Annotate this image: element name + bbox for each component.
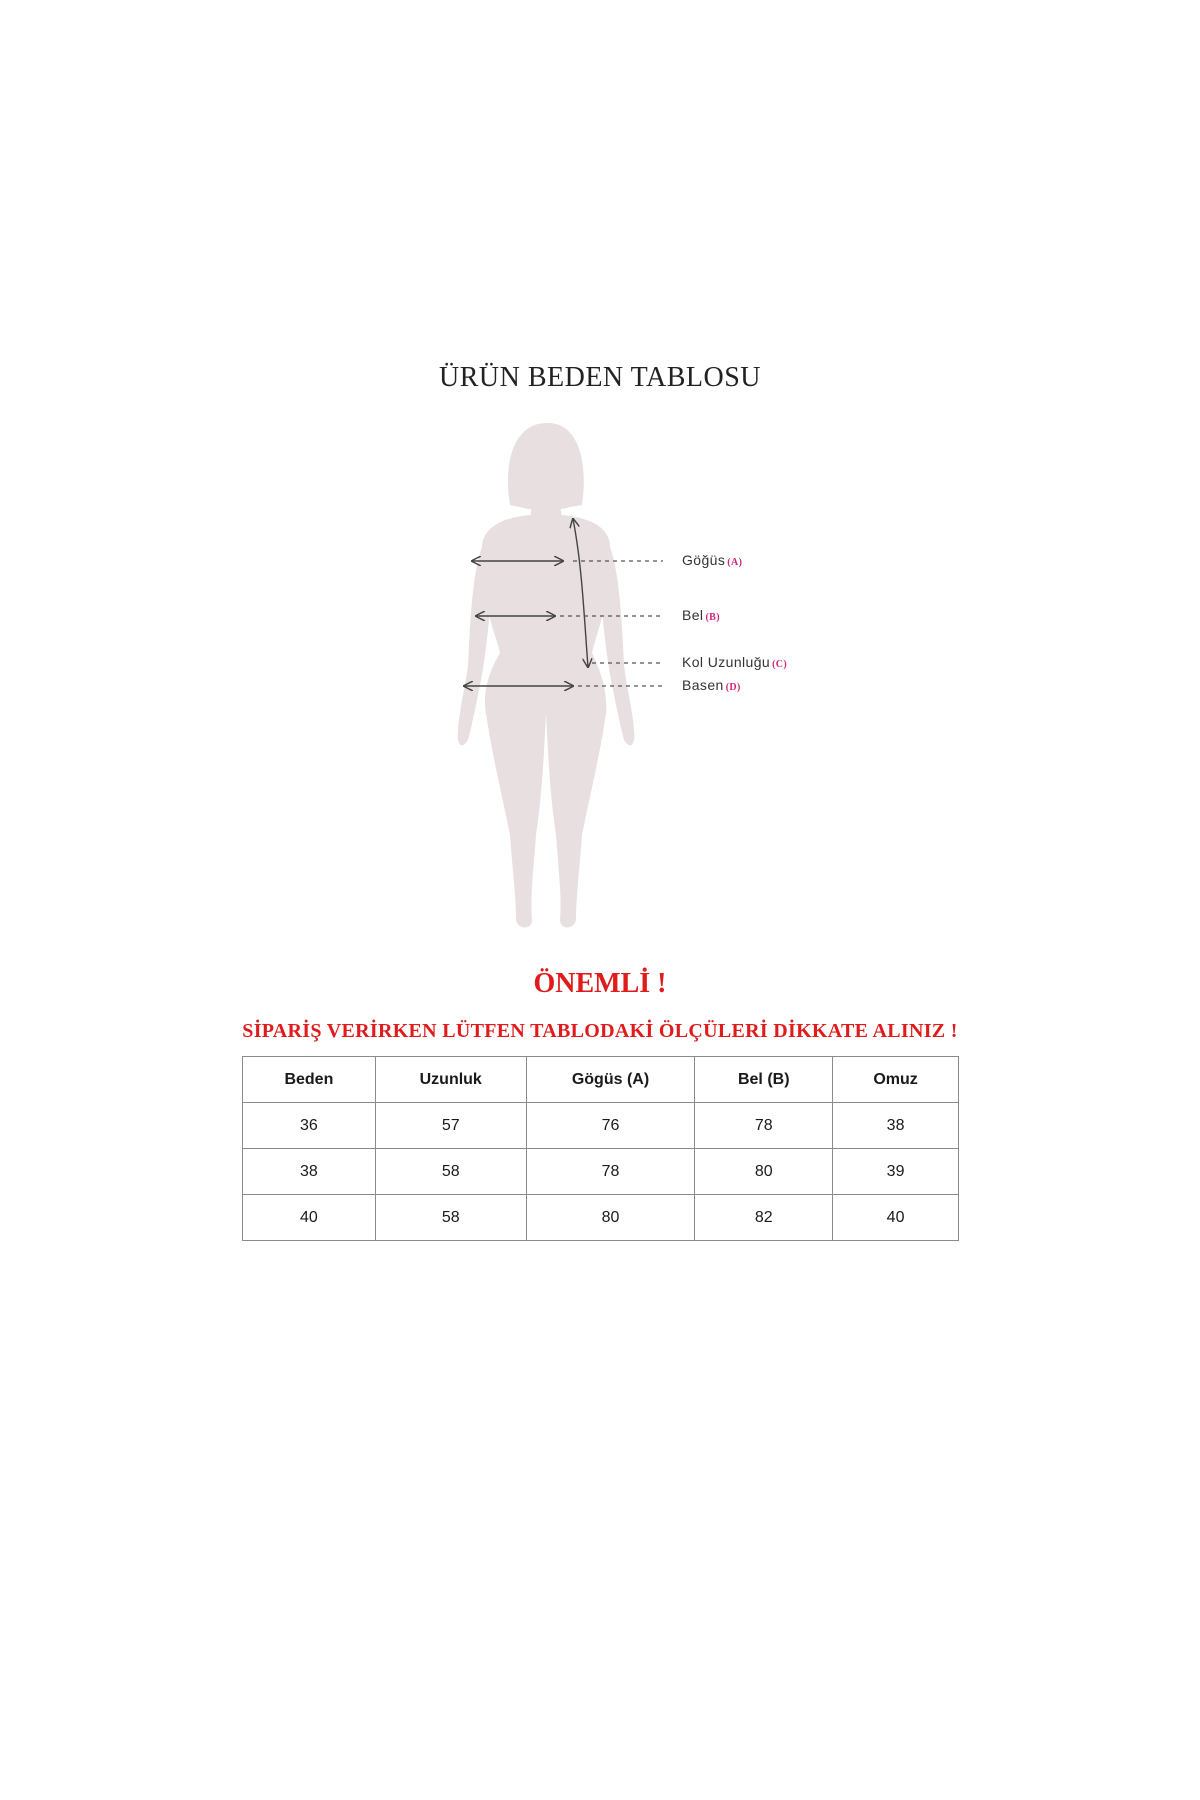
header-length: Uzunluk	[375, 1057, 526, 1103]
table-cell: 39	[833, 1149, 959, 1195]
table-row	[243, 1103, 959, 1149]
header-shoulder: Omuz	[833, 1057, 959, 1103]
table-cell: 78	[526, 1149, 695, 1195]
table-cell: 76	[526, 1103, 695, 1149]
body-measurement-diagram	[420, 415, 840, 940]
table-cell: 57	[375, 1103, 526, 1149]
header-waist: Bel (B)	[695, 1057, 833, 1103]
table-cell: 58	[375, 1149, 526, 1195]
table-cell: 80	[526, 1195, 695, 1241]
measure-label-hip: Basen (D)	[682, 677, 741, 693]
order-notice: SİPARİŞ VERİRKEN LÜTFEN TABLODAKİ ÖLÇÜLERİ DİKKATE ALINIZ !	[242, 1020, 958, 1042]
table-row	[243, 1149, 959, 1195]
table-header-row	[243, 1057, 959, 1103]
table-cell: 78	[695, 1103, 833, 1149]
table-cell: 80	[695, 1149, 833, 1195]
female-silhouette-icon	[420, 415, 840, 940]
table-cell: 40	[243, 1195, 376, 1241]
table-cell: 38	[833, 1103, 959, 1149]
header-chest: Gögüs (A)	[526, 1057, 695, 1103]
page-title: ÜRÜN BEDEN TABLOSU	[438, 362, 762, 393]
measure-label-chest: Göğüs (A)	[682, 552, 743, 568]
table-cell: 82	[695, 1195, 833, 1241]
measure-label-sleeve: Kol Uzunluğu (C)	[682, 654, 788, 670]
header-size: Beden	[243, 1057, 376, 1103]
table-cell: 40	[833, 1195, 959, 1241]
table-row	[243, 1195, 959, 1241]
size-table	[242, 1056, 959, 1241]
important-heading: ÖNEMLİ !	[533, 968, 667, 999]
measure-label-waist: Bel (B)	[682, 607, 720, 623]
table-cell: 36	[243, 1103, 376, 1149]
table-cell: 58	[375, 1195, 526, 1241]
table-cell: 38	[243, 1149, 376, 1195]
